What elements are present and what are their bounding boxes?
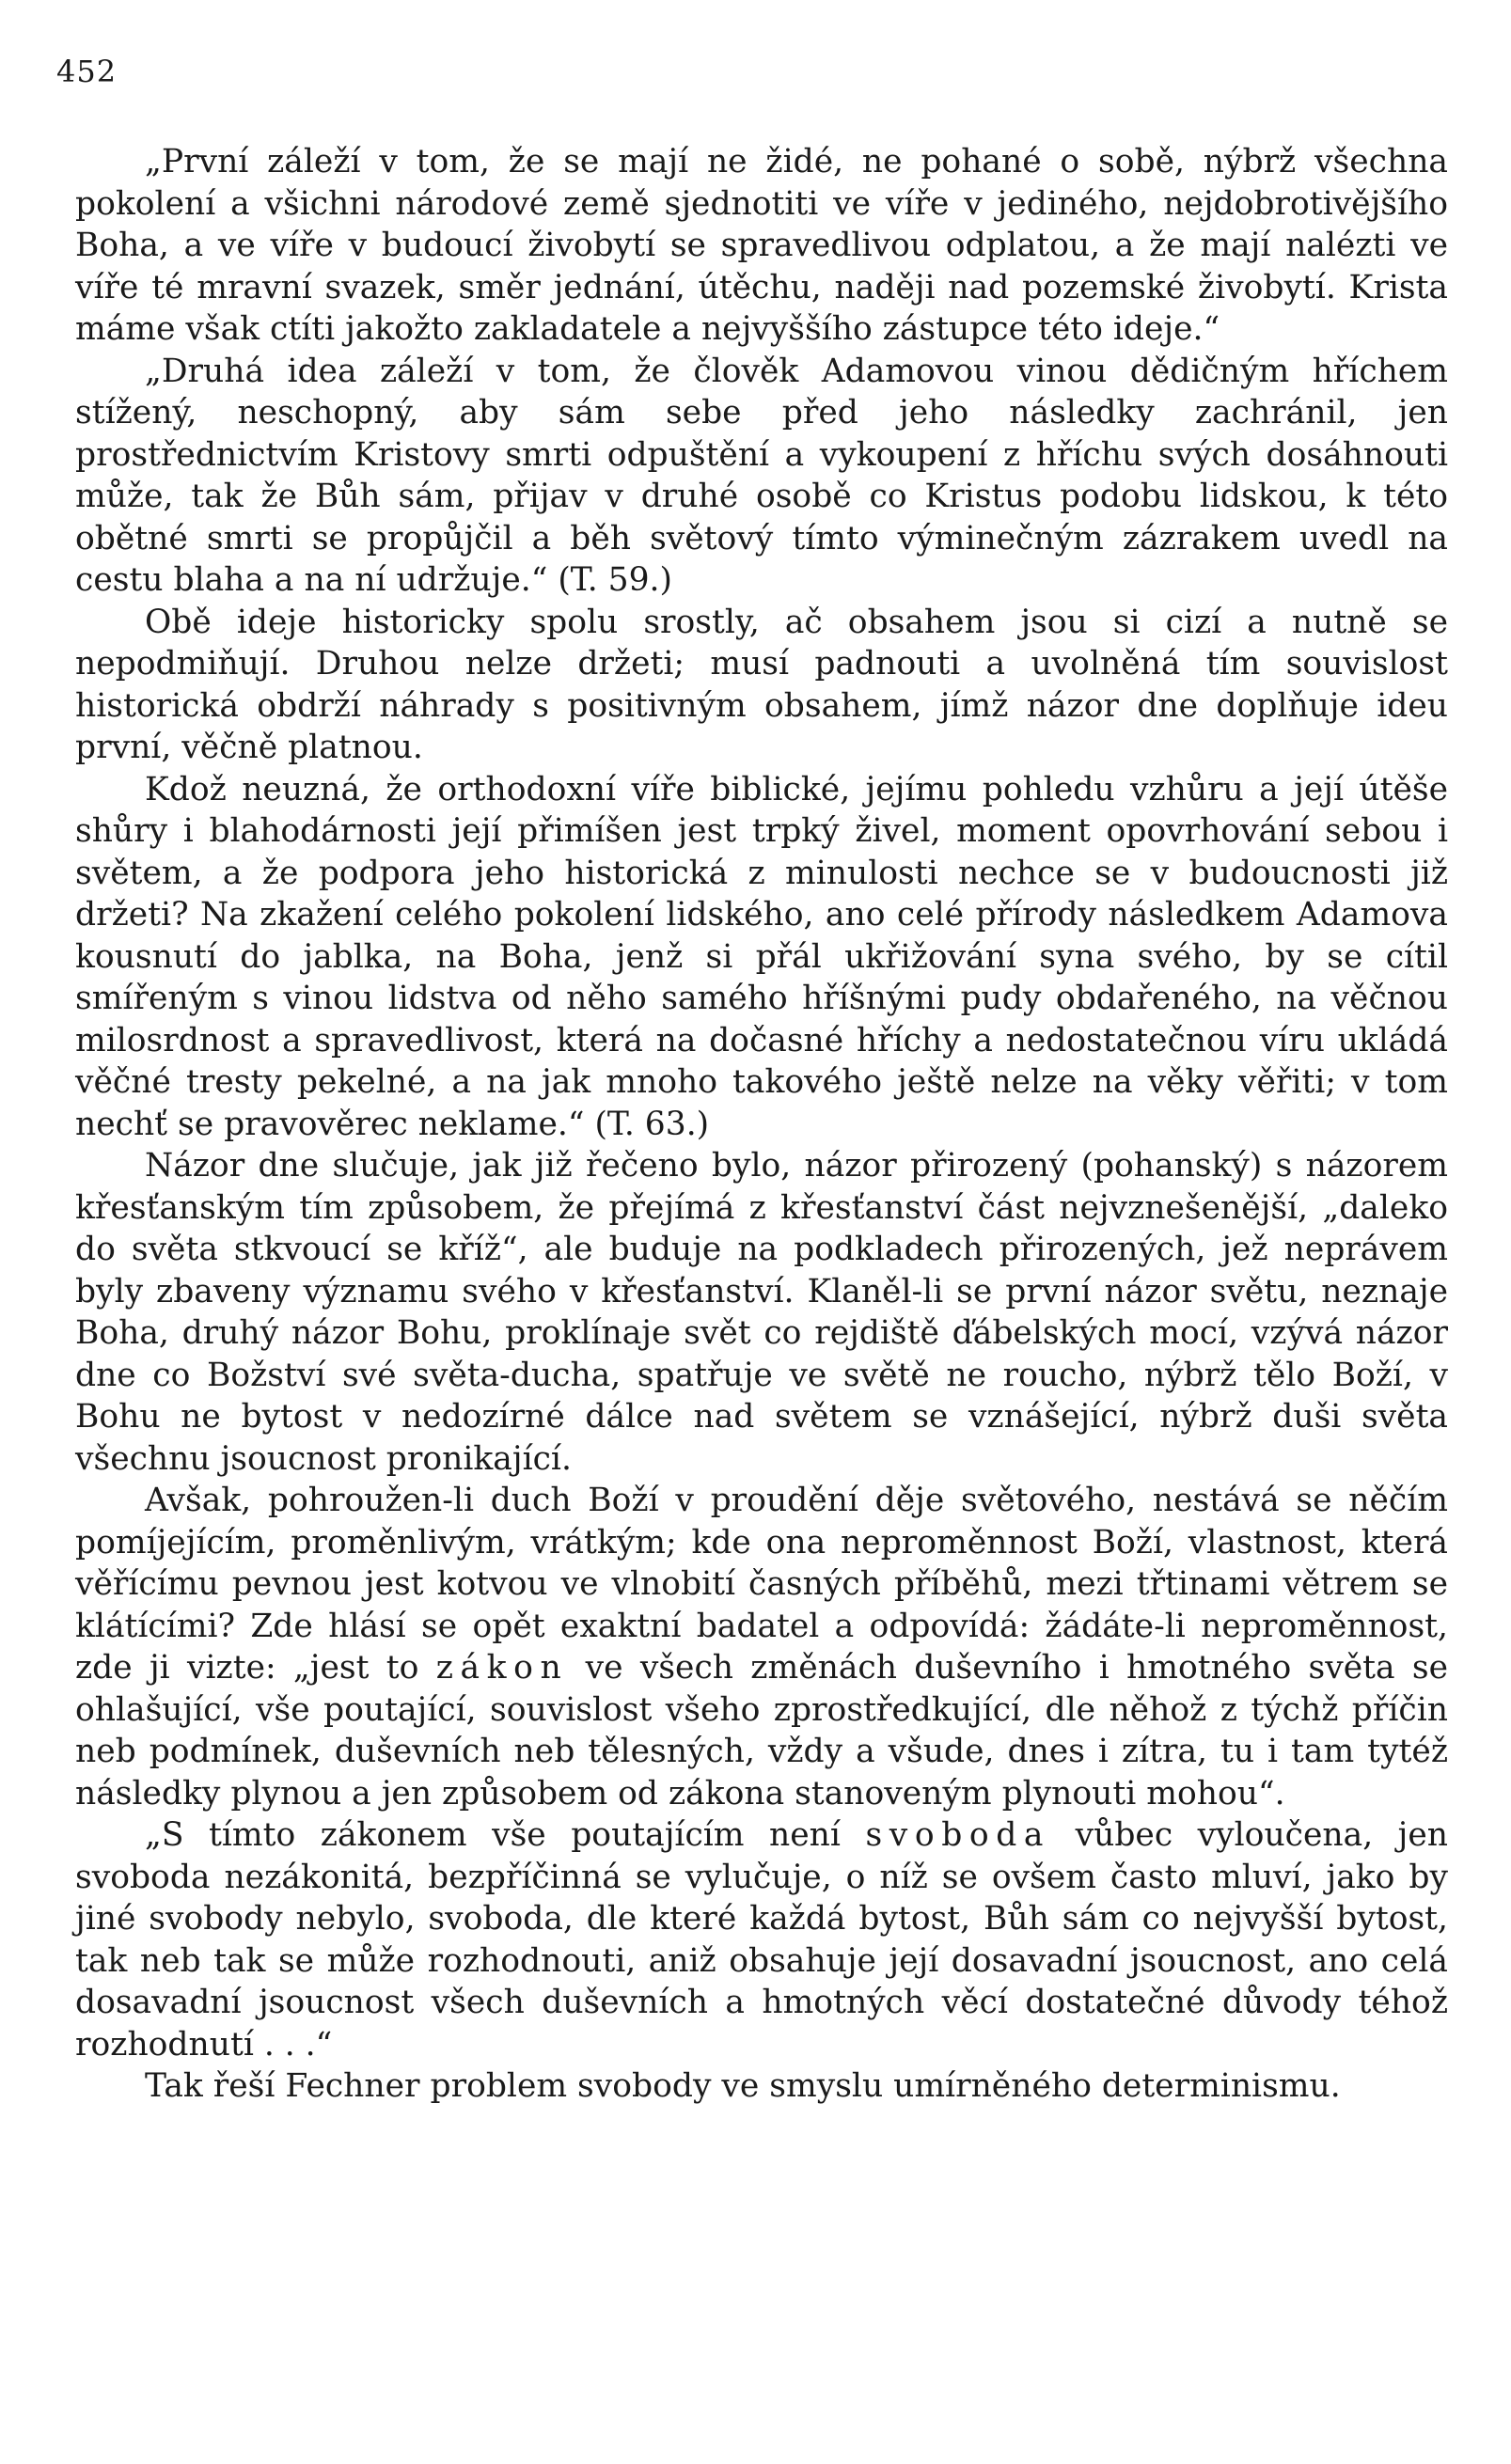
paragraph-view-of-day: Názor dne slučuje, jak již řečeno bylo, názor přirozený (pohanský) s názorem křesťanským tím způsobem, že přejímá z křesťanství část nejvznešenější, „daleko do světa stkvoucí se kříž“, ale buduje na podkladech přirozených, jež neprávem byly zbaveny významu svého v křesťanství. Klaněl-li se první názor světu, neznaje Boha, druhý názor Bohu, proklínaje svět co rejdiště ďábelských mocí, vzývá názor dne co Božství své světa-ducha, spatřuje ve světě ne roucho, nýbrž tělo Boží, v Bohu ne bytost v nedozírné dálce nad světem se vznášející, nýbrž duši světa všechnu jsoucnost pronikající. <box>75 1147 1448 1478</box>
paragraph-law <box>75 1480 1448 1814</box>
paragraph-freedom-end: vůbec vyloučena, jen svoboda nezákonitá, bezpříčinná se vylučuje, o níž se ovšem často mluví, jako by jiné svobody nebylo, svoboda, dle které každá bytost, Bůh sám co nejvyšší bytost, tak neb tak se může rozhodnouti, aniž obsahuje její dosavadní jsoucnost, ano celá dosavadní jsoucnost všech duševních a hmotných věcí dostatečné důvody téhož rozhodnutí . . .“ <box>75 1816 1449 2064</box>
paragraph-freedom-start: „S tímto zákonem vše poutajícím není <box>145 1816 841 1854</box>
paragraph-conclusion: Tak řeší Fechner problem svobody ve smyslu umírněného determinismu. <box>145 2067 1341 2105</box>
paragraph-law-end: ve všech změnách duševního i hmotného světa se ohlašující, vše poutající, souvislost všeho zprostředkující, dle něhož z týchž příčin neb podmínek, duševních neb tělesných, vždy a všude, dnes i zítra, tu i tam tytéž následky plynou a jen způsobem od zákona stanoveným plynouti mohou“. <box>75 1649 1449 1813</box>
paragraph-first-idea: „První záleží v tom, že se mají ne židé, ne pohané o sobě, nýbrž všechna pokolení a všichni národové země sjednotiti ve víře v jediného, nejdobrotivějšího Boha, a ve víře v budoucí živobytí se spravedlivou odplatou, a že mají nalézti ve víře té mravní svazek, směr jednání, útěchu, naději nad pozemské živobytí. Krista máme však ctíti jakožto zakladatele a nejvyššího zástupce této ideje.“ <box>75 143 1448 348</box>
paragraph-orthodox-faith: Kdož neuzná, že orthodoxní víře biblické, jejímu pohledu vzhůru a její útěše shůry i blahodárnosti její přimíšen jest trpký živel, moment opovrhování sebou i světem, a že podpora jeho historická z minulosti nechce se v budoucnosti již držeti? Na zkažení celého pokolení lidského, ano celé přírody následkem Adamova kousnutí do jablka, na Boha, jenž si přál ukřižování syna svého, by se cítil smířeným s vinou lidstva od něho samého hříšnými pudy obdařeného, na věčnou milosrdnost a spravedlivost, která na dočasné hříchy a nedostatečnou víru ukládá věčné tresty pekelné, a na jak mnoho takového ještě nelze na věky věřiti; v tom nechť se pravověrec neklame.“ (T. 63.) <box>75 770 1448 1143</box>
paragraph-freedom <box>75 1814 1448 2065</box>
emphasis-zakon: zákon <box>435 1649 569 1687</box>
paragraph-second-idea: „Druhá idea záleží v tom, že člověk Adamovou vinou dědičným hříchem stížený, neschopný, aby sám sebe před jeho následky zachránil, jen prostřednictvím Kristovy smrti odpuštění a vykoupení z hříchu svých dosáhnouti může, tak že Bůh sám, přijav v druhé osobě co Kristus podobu lidskou, k této obětné smrti se propůjčil a běh světový tímto výminečným zázrakem uvedl na cestu blaha a na ní udržuje.“ (T. 59.) <box>75 352 1448 599</box>
page-number: 452 <box>56 54 118 89</box>
paragraph-both-ideas: Obě ideje historicky spolu srostly, ač obsahem jsou si cizí a nutně se nepodmiňují. Druhou nelze držeti; musí padnouti a uvolněná tím souvislost historická obdrží náhrady s positivným obsahem, jímž názor dne doplňuje ideu první, věčně platnou. <box>75 603 1448 766</box>
emphasis-svoboda: svoboda <box>865 1816 1051 1854</box>
body-text <box>75 141 1448 2108</box>
paragraph-law-start: Avšak, pohroužen-li duch Boží v proudění děje světového, nestává se něčím pomíjejícím, proměnlivým, vrátkým; kde ona neproměnnost Boží, vlastnost, která věřícímu pevnou jest kotvou ve vlnobití časných příběhů, mezi třtinami větrem se klátícími? Zde hlásí se opět exaktní badatel a odpovídá: žádáte-li neproměnnost, zde ji vizte: „jest to <box>75 1482 1448 1687</box>
